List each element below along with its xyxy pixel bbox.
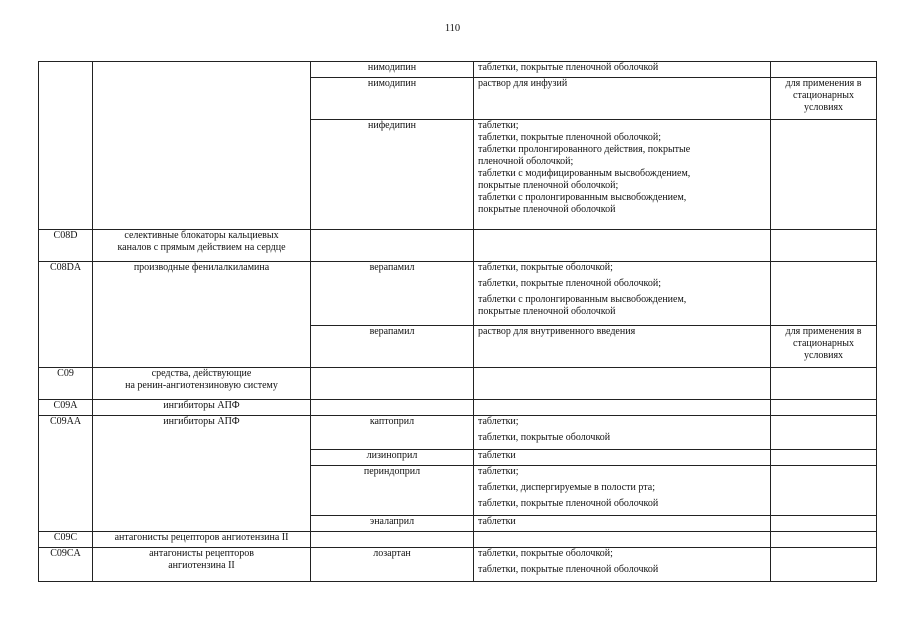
dosage-form-line: раствор для инфузий [478,78,568,89]
dosage-form-cell [474,516,771,532]
group-name-cell [93,532,311,548]
dosage-form-line: покрытые пленочной оболочкой [478,204,616,215]
dosage-form-line: покрытые пленочной оболочкой [478,306,616,317]
atc-code-cell: C09 [39,368,93,400]
note-cell [771,120,877,230]
group-name-cell [93,262,311,368]
note-cell [771,62,877,78]
atc-code-cell: C09C [39,532,93,548]
group-name-cell [93,400,311,416]
group-name-line: каналов с прямым действием на сердце [117,242,286,253]
dosage-form-line: таблетки, покрытые оболочкой; [478,262,613,273]
dosage-form-line: таблетки; [478,120,519,131]
dosage-form-line: таблетки, покрытые пленочной оболочкой; [478,132,662,143]
note-cell [771,326,877,368]
dosage-form-line: таблетки, покрытые пленочной оболочкой; [478,278,662,289]
dosage-form-line: таблетки пролонгированного действия, покрытые [478,144,691,155]
atc-code-cell [39,62,93,230]
note-line: условиях [803,102,844,113]
dosage-form-line: таблетки, покрытые оболочкой; [478,548,613,559]
dosage-form-line: раствор для внутривенного введения [478,326,636,337]
group-name-cell [93,62,311,230]
table-row [39,230,877,262]
atc-code-cell: C09A [39,400,93,416]
dosage-form-cell [474,78,771,120]
page-number: 110 [444,23,461,34]
note-cell [771,400,877,416]
note-cell [771,368,877,400]
dosage-form-cell [474,368,771,400]
atc-code-cell: C09CA [39,548,93,582]
dosage-form-cell [474,400,771,416]
group-name-line: селективные блокаторы кальциевых [124,230,279,241]
group-name-line: ингибиторы АПФ [163,416,240,427]
table-row [39,62,877,78]
note-line: стационарных [793,90,854,101]
dosage-form-line: покрытые пленочной оболочкой; [478,180,619,191]
dosage-form-cell [474,120,771,230]
group-name-line: производные фенилалкиламина [133,262,270,273]
note-line: для применения в [785,78,862,89]
dosage-form-cell [474,230,771,262]
note-cell [771,466,877,516]
note-line: для применения в [785,326,862,337]
dosage-form-line: таблетки, покрытые пленочной оболочкой [478,498,659,509]
drug-table [38,61,877,582]
note-cell [771,416,877,450]
dosage-form-line: таблетки с пролонгированным высвобождением, [478,294,687,305]
dosage-form-cell [474,548,771,582]
dosage-form-cell [474,62,771,78]
note-cell [771,78,877,120]
dosage-form-line: таблетки с модифицированным высвобождением, [478,168,691,179]
atc-code-cell: C08D [39,230,93,262]
group-name-cell [93,368,311,400]
drug-name-cell: эналаприл [311,516,474,532]
dosage-form-line: таблетки, диспергируемые в полости рта; [478,482,655,493]
dosage-form-line: таблетки, покрытые пленочной оболочкой [478,62,659,73]
drug-name-cell [311,230,474,262]
drug-name-cell: верапамил [311,262,474,326]
drug-name-cell: каптоприл [311,416,474,450]
dosage-form-line: таблетки с пролонгированным высвобождением, [478,192,687,203]
table-row [39,368,877,400]
dosage-form-cell [474,326,771,368]
group-name-cell [93,548,311,582]
drug-name-cell: верапамил [311,326,474,368]
group-name-line: средства, действующие [151,368,252,379]
note-cell [771,532,877,548]
dosage-form-line: таблетки [478,516,516,527]
drug-name-cell: нимодипин [311,78,474,120]
dosage-form-line: таблетки; [478,466,519,477]
dosage-form-line: пленочной оболочкой; [478,156,574,167]
group-name-line: ангиотензина II [168,560,235,571]
drug-name-cell: нимодипин [311,62,474,78]
table-row [39,532,877,548]
note-cell [771,262,877,326]
note-line: условиях [803,350,844,361]
group-name-line: антагонисты рецепторов [149,548,254,559]
drug-name-cell [311,400,474,416]
dosage-form-line: таблетки [478,450,516,461]
dosage-form-line: таблетки; [478,416,519,427]
table-row [39,262,877,326]
dosage-form-line: таблетки, покрытые пленочной оболочкой [478,564,659,575]
atc-code-cell: C09AA [39,416,93,532]
dosage-form-cell [474,466,771,516]
drug-name-cell: нифедипин [311,120,474,230]
drug-name-cell: лизиноприл [311,450,474,466]
note-cell [771,516,877,532]
note-line: стационарных [793,338,854,349]
group-name-line: на ренин-ангиотензиновую систему [125,380,278,391]
drug-name-cell: лозартан [311,548,474,582]
drug-name-cell [311,368,474,400]
group-name-cell [93,416,311,532]
group-name-line: ингибиторы АПФ [163,400,240,411]
dosage-form-cell [474,262,771,326]
dosage-form-cell [474,450,771,466]
drug-name-cell: периндоприл [311,466,474,516]
table-row [39,548,877,582]
table-row [39,400,877,416]
group-name-line: антагонисты рецепторов ангиотензина II [114,532,289,543]
drug-name-cell [311,532,474,548]
group-name-cell [93,230,311,262]
dosage-form-cell [474,416,771,450]
note-cell [771,450,877,466]
note-cell [771,230,877,262]
note-cell [771,548,877,582]
dosage-form-line: таблетки, покрытые оболочкой [478,432,611,443]
table-row [39,416,877,450]
dosage-form-cell [474,532,771,548]
atc-code-cell: C08DA [39,262,93,368]
